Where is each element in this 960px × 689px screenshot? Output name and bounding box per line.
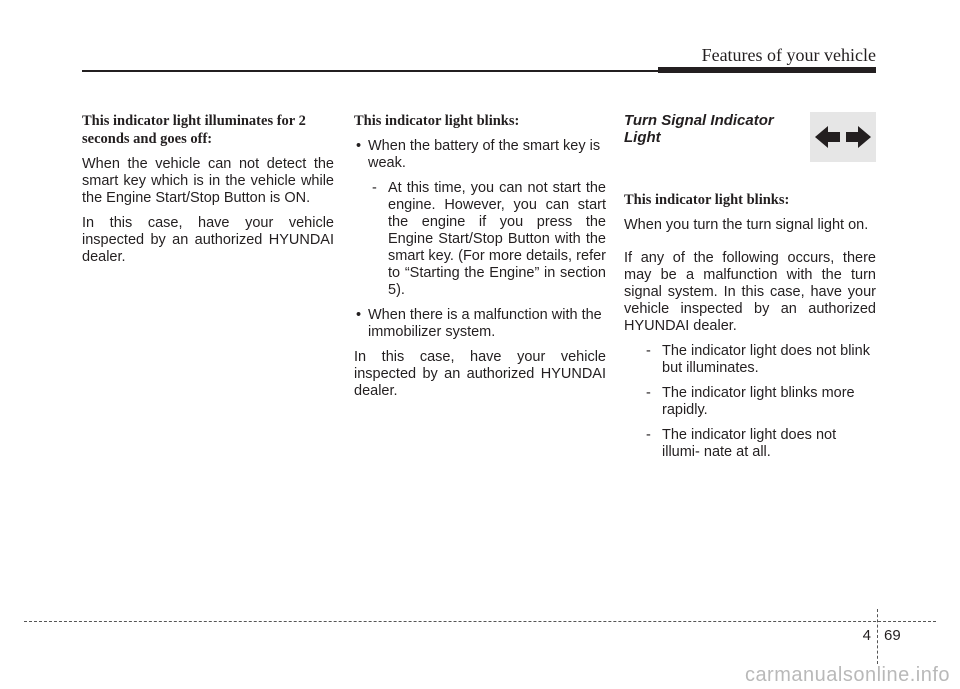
col1-paragraph-1: When the vehicle can not detect the smart key which is in the vehicle while the Engine Start/Stop Button is ON. <box>82 156 334 206</box>
page-number: 69 <box>884 627 901 644</box>
col2-heading: This indicator light blinks: <box>354 113 520 129</box>
chapter-number: 4 <box>862 627 871 644</box>
col3-item-1-text: The indicator light does not blink but illuminates. <box>662 343 870 376</box>
col2-bullet-1 <box>354 138 606 172</box>
col3-paragraph-2: If any of the following occurs, there may be a malfunction with the turn signal system. In this case, have your vehicle inspected by an authorized HYUNDAI dealer. <box>624 250 876 334</box>
page-header-title: Features of your vehicle <box>701 45 876 65</box>
column-2 <box>354 112 606 408</box>
col3-paragraph-1: When you turn the turn signal light on. <box>624 217 869 233</box>
header-rule <box>82 70 662 72</box>
column-1 <box>82 112 334 274</box>
col2-bullet-2-paragraph: In this case, have your vehicle inspected by an authorized HYUNDAI dealer. <box>354 349 606 399</box>
col2-bullet-1-sub-text: At this time, you can not start the engine. However, you can start the engine if you press the Engine Start/Stop Button with the smart key. (For more details, refer to “Starting the Engine” in section 5). <box>388 180 606 298</box>
dash-marker: - <box>646 427 651 443</box>
header-rule-bar <box>658 67 876 73</box>
col2-bullet-2 <box>354 307 606 341</box>
col3-item-1 <box>638 343 876 377</box>
col3-item-3 <box>638 427 876 461</box>
bullet-dot: • <box>356 138 362 154</box>
col1-paragraph-2: In this case, have your vehicle inspected by an authorized HYUNDAI dealer. <box>82 215 334 265</box>
col3-item-2 <box>638 385 876 419</box>
footer-dotted-rule <box>24 621 936 622</box>
col1-heading: This indicator light illuminates for 2 seconds and goes off: <box>82 113 306 147</box>
col2-bullet-2-text: When there is a malfunction with the immobilizer system. <box>368 307 602 340</box>
col3-subheading: Turn Signal Indicator Light <box>624 112 774 146</box>
bullet-dot: • <box>356 307 362 323</box>
turn-signal-arrows-svg <box>813 122 873 152</box>
col3-item-2-text: The indicator light blinks more rapidly. <box>662 385 855 418</box>
col2-bullet-1-sub <box>368 180 606 299</box>
dash-marker: - <box>646 385 651 401</box>
column-3 <box>624 112 876 469</box>
dash-marker: - <box>372 180 377 196</box>
col3-item-3-text: The indicator light does not illumi- nate at all. <box>662 427 837 460</box>
col2-bullet-1-text: When the battery of the smart key is weak. <box>368 138 601 171</box>
dash-marker: - <box>646 343 651 359</box>
watermark-text: carmanualsonline.info <box>744 664 950 686</box>
footer-vertical-dotted-rule <box>877 609 878 664</box>
col3-heading: This indicator light blinks: <box>624 192 790 208</box>
turn-signal-arrows-icon <box>810 112 876 162</box>
